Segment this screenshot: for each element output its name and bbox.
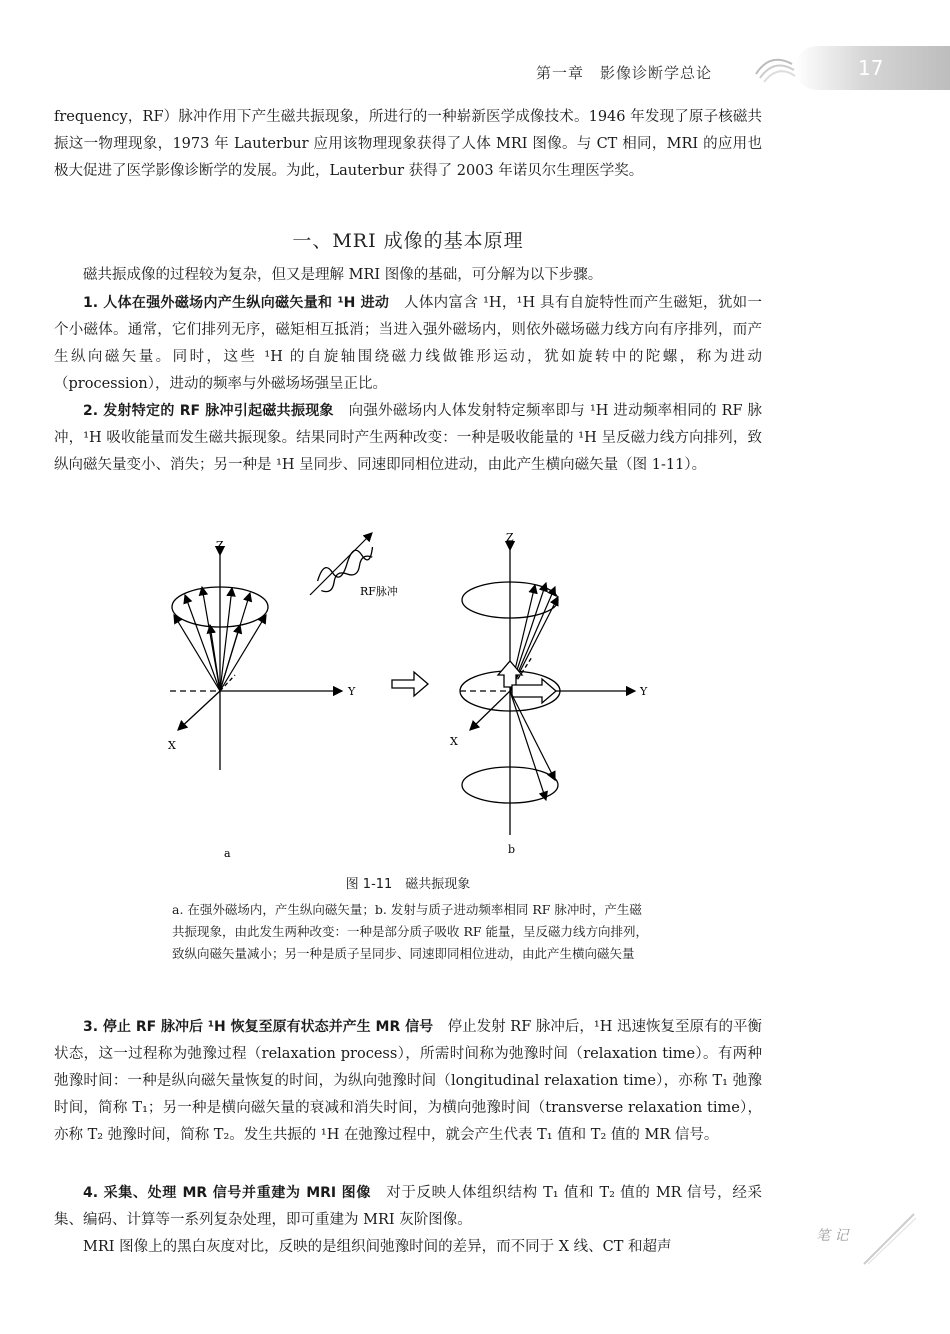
figure-caption-title: 图 1-11 磁共振现象 [345,877,471,892]
step3-paragraph [54,1014,762,1149]
axis-x-label-a: X [168,739,176,752]
pencil-icon [858,1210,918,1270]
panel-a-diagram [168,539,356,860]
step4-body: 对于反映人体组织结构 T₁ 值和 T₂ 值的 MR 信号，经采集、编码、计算等一系列复杂处理，即可重建为 MRI 灰阶图像。 [54,1185,763,1228]
axis-y-label-a: Y [348,685,356,698]
section-title: 一、MRI 成像的基本原理 [292,230,524,252]
page-number: 17 [858,56,884,80]
axis-y-label-b: Y [640,685,648,698]
step2-body: 向强外磁场内人体发射特定频率即与 ¹H 进动频率相同的 RF 脉冲，¹H 吸收能量而发生磁共振现象。结果同时产生两种改变：一种是吸收能量的 ¹H 呈反磁力线方向排列，致纵向磁矢量变小、消失；另一种是 ¹H 呈同步、同速即同相位进动，由此产生横向磁矢量（图 1-11）。 [54,403,763,473]
step4-title: 4. 采集、处理 MR 信号并重建为 MRI 图像 [83,1185,372,1201]
panel-b-label: b [508,843,516,856]
axis-x-label-b: X [450,735,458,748]
axis-z-label-b: Z [506,531,514,544]
axis-z-label-a: Z [216,539,224,552]
panel-a-label: a [224,847,231,860]
figure-caption-body: a. 在强外磁场内，产生纵向磁矢量；b. 发射与质子进动频率相同 RF 脉冲时，产生磁共振现象，由此发生两种改变：一种是部分质子吸收 RF 能量，呈反磁力线方向排列，致纵向磁矢量减小；另一种是质子呈同步、同速即同相位进动，由此产生横向磁矢量 [172,902,649,961]
panel-b-diagram [392,531,648,856]
margin-notes-label: 笔 记 [816,1228,849,1244]
step3-body: 停止发射 RF 脉冲后，¹H 迅速恢复至原有的平衡状态，这一过程称为弛豫过程（relaxation process），所需时间称为弛豫时间（relaxation time）。有两种弛豫时间：一种是纵向磁矢量恢复的时间，为纵向弛豫时间（longitudinal relaxation time），亦称 T₁ 弛豫时间，简称 T₁；另一种是横向磁矢量的衰减和消失时间，为横向弛豫时间（transverse relaxation time），亦称 T₂ 弛豫时间，简称 T₂。发生共振的 ¹H 在弛豫过程中，就会产生代表 T₁ 值和 T₂ 值的 MR 信号。 [54,1019,762,1143]
step2-paragraph [54,398,762,479]
lead-paragraph: 磁共振成像的过程较为复杂，但又是理解 MRI 图像的基础，可分解为以下步骤。 [83,267,603,283]
step4-paragraph [54,1180,762,1234]
step1-body: 人体内富含 ¹H，¹H 具有自旋特性而产生磁矩，犹如一个小磁体。通常，它们排列无序，磁矩相互抵消；当进入强外磁场内，则依外磁场磁力线方向有序排列，而产生纵向磁矢量。同时，这些 ¹H 的自旋轴围绕磁力线做锥形运动，犹如旋转中的陀螺，称为进动（procession），进动的频率与外磁场场强呈正比。 [54,295,763,392]
step1-title: 1. 人体在强外磁场内产生纵向磁矢量和 ¹H 进动 [83,295,390,311]
step3-title: 3. 停止 RF 脉冲后 ¹H 恢复至原有状态并产生 MR 信号 [83,1019,434,1035]
chapter-header: 第一章 影像诊断学总论 [536,64,713,82]
intro-paragraph: frequency，RF）脉冲作用下产生磁共振现象，所进行的一种崭新医学成像技术。1946 年发现了原子核磁共振这一物理现象，1973 年 Lauterbur 应用该物理现象获得了人体 MRI 图像。与 CT 相同，MRI 的应用也极大促进了医学影像诊断学的发展。为此，Lauterbur 获得了 2003 年诺贝尔生理医学奖。 [54,109,762,179]
step2-title: 2. 发射特定的 RF 脉冲引起磁共振现象 [83,403,334,419]
rf-pulse-wave [310,533,398,598]
rf-pulse-label: RF脉冲 [360,585,398,598]
step1-paragraph [54,290,762,398]
last-paragraph: MRI 图像上的黑白灰度对比，反映的是组织间弛豫时间的差异，而不同于 X 线、CT 和超声 [83,1239,672,1255]
swirl-logo-icon [748,44,798,94]
mri-resonance-figure [160,525,680,865]
